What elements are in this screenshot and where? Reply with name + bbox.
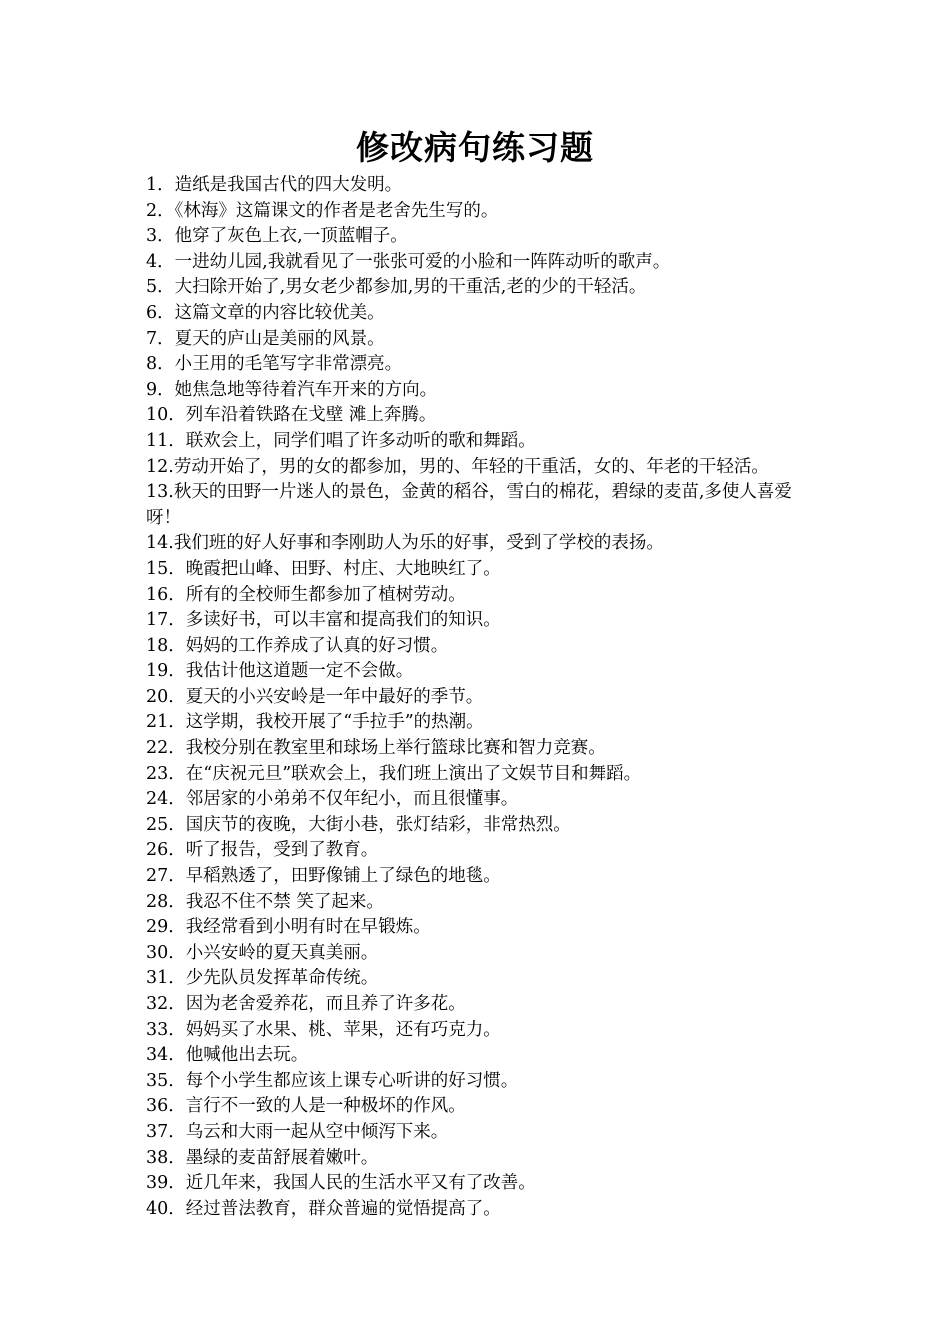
exercise-item: 32．因为老舍爱养花，而且养了许多花。 [146, 994, 466, 1014]
exercise-item: 16．所有的全校师生都参加了植树劳动。 [146, 584, 466, 605]
exercise-item: 20．夏天的小兴安岭是一年中最好的季节。 [146, 686, 484, 707]
exercise-item: 28．我忍不住不禁 笑了起来。 [146, 891, 384, 912]
exercise-item: 5．大扫除开始了,男女老少都参加,男的干重活,老的少的干轻活。 [146, 277, 647, 298]
exercise-item: 26．听了报告，受到了教育。 [146, 840, 379, 861]
exercise-list [146, 173, 816, 1222]
exercise-item: 35．每个小学生都应该上课专心听讲的好习惯。 [146, 1070, 519, 1091]
exercise-item: 29．我经常看到小明有时在早锻炼。 [146, 917, 431, 938]
exercise-item: 40．经过普法教育，群众普遍的觉悟提高了。 [146, 1198, 501, 1219]
exercise-item: 10．列车沿着铁路在戈壁 滩上奔腾。 [146, 405, 437, 426]
exercise-item: 24．邻居家的小弟弟不仅年纪小，而且很懂事。 [146, 789, 519, 810]
exercise-item: 3．他穿了灰色上衣,一顶蓝帽子。 [146, 226, 408, 247]
exercise-item: 38．墨绿的麦苗舒展着嫩叶。 [146, 1147, 379, 1168]
exercise-item: 11．联欢会上，同学们唱了许多动听的歌和舞蹈。 [146, 430, 536, 451]
exercise-item: 25．国庆节的夜晚，大街小巷，张灯结彩，非常热烈。 [146, 814, 571, 835]
exercise-item: 4．一进幼儿园,我就看见了一张张可爱的小脸和一阵阵动听的歌声。 [146, 251, 671, 272]
exercise-item: 39．近几年来，我国人民的生活水平又有了改善。 [146, 1173, 536, 1194]
exercise-item: 34．他喊他出去玩。 [146, 1045, 309, 1066]
exercise-item: 7．夏天的庐山是美丽的风景。 [146, 328, 385, 349]
exercise-item: 14.我们班的好人好事和李刚助人为乐的好事，受到了学校的表扬。 [146, 533, 664, 554]
exercise-item: 36．言行不一致的人是一种极坏的作风。 [146, 1096, 466, 1117]
exercise-item: 1．造纸是我国古代的四大发明。 [146, 175, 403, 195]
exercise-item: 15．晚霞把山峰、田野、村庄、大地映红了。 [146, 558, 501, 579]
exercise-item: 21．这学期，我校开展了“手拉手”的热潮。 [146, 712, 484, 733]
exercise-item: 2．《林海》这篇课文的作者是老舍先生写的。 [146, 200, 499, 221]
exercise-item: 8．小王用的毛笔写字非常漂亮。 [146, 354, 403, 375]
exercise-item: 27．早稻熟透了，田野像铺上了绿色的地毯。 [146, 866, 501, 887]
exercise-item: 23．在“庆祝元旦”联欢会上，我们班上演出了文娱节目和舞蹈。 [146, 763, 642, 784]
exercise-item: 19．我估计他这道题一定不会做。 [146, 661, 414, 682]
exercise-item: 22．我校分别在教室里和球场上举行篮球比赛和智力竞赛。 [146, 738, 606, 759]
exercise-item: 30．小兴安岭的夏天真美丽。 [146, 942, 379, 963]
exercise-item: 12.劳动开始了，男的女的都参加，男的、年轻的干重活，女的、年老的干轻活。 [146, 456, 769, 477]
exercise-item: 17．多读好书，可以丰富和提高我们的知识。 [146, 610, 501, 631]
exercise-item: 37．乌云和大雨一起从空中倾泻下来。 [146, 1121, 449, 1142]
exercise-item: 13.秋天的田野一片迷人的景色，金黄的稻谷，雪白的棉花，碧绿的麦苗,多使人喜爱呀！ [146, 482, 792, 528]
exercise-item: 18．妈妈的工作养成了认真的好习惯。 [146, 635, 449, 656]
exercise-item: 9．她焦急地等待着汽车开来的方向。 [146, 379, 438, 400]
exercise-item: 31．少先队员发挥革命传统。 [146, 968, 379, 989]
exercise-item: 33．妈妈买了水果、桃、苹果，还有巧克力。 [146, 1019, 501, 1040]
page-title: 修改病句练习题 [356, 128, 594, 167]
exercise-item: 6．这篇文章的内容比较优美。 [146, 302, 385, 323]
